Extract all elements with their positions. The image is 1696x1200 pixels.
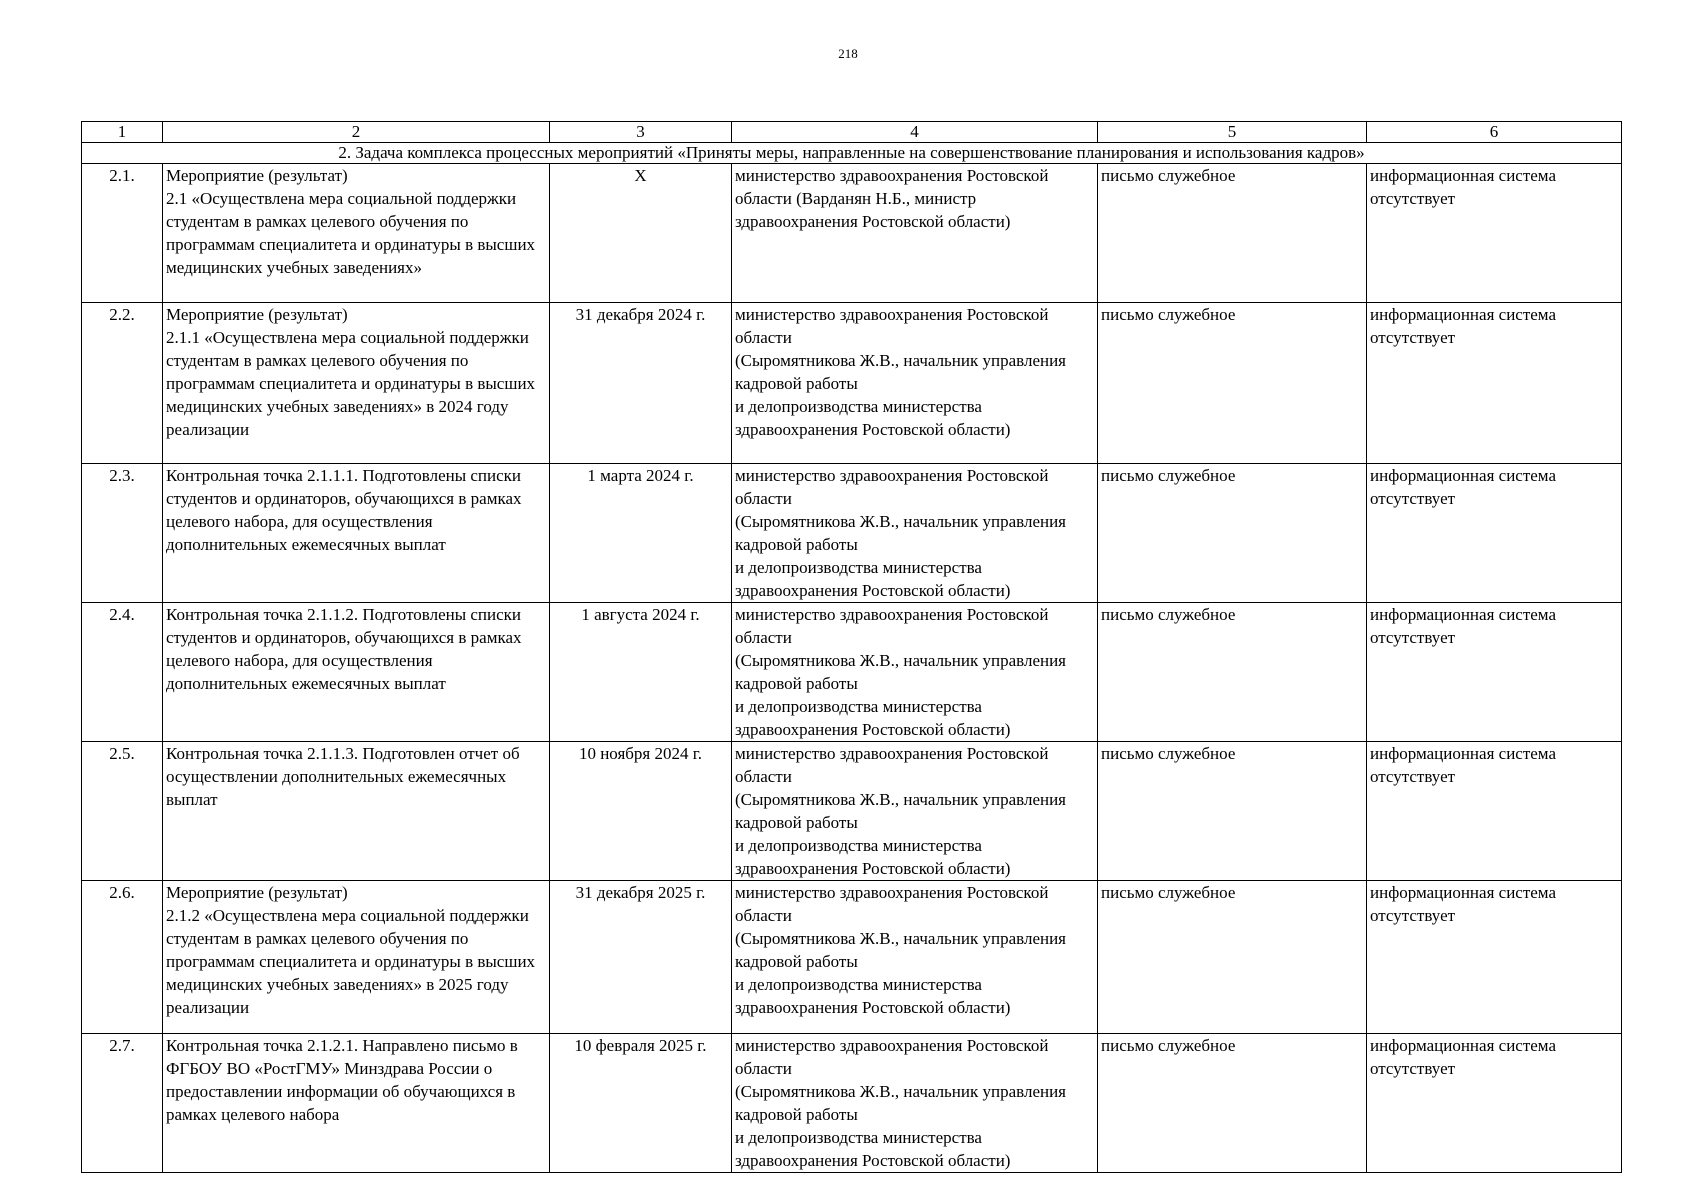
column-number: 4 <box>732 122 1098 143</box>
page-number: 218 <box>838 46 858 61</box>
row-number: 2.6. <box>82 881 163 1034</box>
event-name: Мероприятие (результат) 2.1.2 «Осуществлена мера социальной поддержки студентам в рамках целевого обучения по программам специалитета и ординатуры в высших медицинских учебных заведениях» в 2025 году реализации <box>163 881 550 1034</box>
information-system: информационная система отсутствует <box>1367 603 1622 742</box>
table-row <box>82 464 1622 603</box>
responsible-executor: министерство здравоохранения Ростовской области (Сыромятникова Ж.В., начальник управления кадровой работы и делопроизводства министерства здравоохранения Ростовской области) <box>732 1034 1098 1173</box>
confirming-document: письмо служебное <box>1098 464 1367 603</box>
deadline-date: 31 декабря 2025 г. <box>550 881 732 1034</box>
deadline-date: 31 декабря 2024 г. <box>550 303 732 464</box>
deadline-date: 10 ноября 2024 г. <box>550 742 732 881</box>
column-number: 2 <box>163 122 550 143</box>
deadline-date: Х <box>550 164 732 303</box>
event-name: Мероприятие (результат) 2.1.1 «Осуществлена мера социальной поддержки студентам в рамках целевого обучения по программам специалитета и ординатуры в высших медицинских учебных заведениях» в 2024 году реализации <box>163 303 550 464</box>
event-name: Контрольная точка 2.1.1.1. Подготовлены списки студентов и ординаторов, обучающихся в рамках целевого набора, для осуществления дополнительных ежемесячных выплат <box>163 464 550 603</box>
event-name: Контрольная точка 2.1.1.2. Подготовлены списки студентов и ординаторов, обучающихся в рамках целевого набора, для осуществления дополнительных ежемесячных выплат <box>163 603 550 742</box>
deadline-date: 1 августа 2024 г. <box>550 603 732 742</box>
table-row <box>82 603 1622 742</box>
information-system: информационная система отсутствует <box>1367 1034 1622 1173</box>
table-row <box>82 303 1622 464</box>
confirming-document: письмо служебное <box>1098 603 1367 742</box>
event-name: Контрольная точка 2.1.1.3. Подготовлен отчет об осуществлении дополнительных ежемесячных выплат <box>163 742 550 881</box>
column-number: 3 <box>550 122 732 143</box>
information-system: информационная система отсутствует <box>1367 742 1622 881</box>
information-system: информационная система отсутствует <box>1367 303 1622 464</box>
row-number: 2.2. <box>82 303 163 464</box>
row-number: 2.4. <box>82 603 163 742</box>
responsible-executor: министерство здравоохранения Ростовской области (Варданян Н.Б., министр здравоохранения Ростовской области) <box>732 164 1098 303</box>
table-row <box>82 881 1622 1034</box>
confirming-document: письмо служебное <box>1098 742 1367 881</box>
responsible-executor: министерство здравоохранения Ростовской области (Сыромятникова Ж.В., начальник управления кадровой работы и делопроизводства министерства здравоохранения Ростовской области) <box>732 881 1098 1034</box>
table-row <box>82 1034 1622 1173</box>
table-row <box>82 742 1622 881</box>
event-name: Контрольная точка 2.1.2.1. Направлено письмо в ФГБОУ ВО «РостГМУ» Минздрава России о предоставлении информации об обучающихся в рамках целевого набора <box>163 1034 550 1173</box>
column-number-row <box>82 122 1622 143</box>
responsible-executor: министерство здравоохранения Ростовской области (Сыромятникова Ж.В., начальник управления кадровой работы и делопроизводства министерства здравоохранения Ростовской области) <box>732 303 1098 464</box>
confirming-document: письмо служебное <box>1098 1034 1367 1173</box>
information-system: информационная система отсутствует <box>1367 164 1622 303</box>
confirming-document: письмо служебное <box>1098 164 1367 303</box>
responsible-executor: министерство здравоохранения Ростовской области (Сыромятникова Ж.В., начальник управления кадровой работы и делопроизводства министерства здравоохранения Ростовской области) <box>732 464 1098 603</box>
deadline-date: 1 марта 2024 г. <box>550 464 732 603</box>
event-name: Мероприятие (результат) 2.1 «Осуществлена мера социальной поддержки студентам в рамках целевого обучения по программам специалитета и ординатуры в высших медицинских учебных заведениях» <box>163 164 550 303</box>
responsible-executor: министерство здравоохранения Ростовской области (Сыромятникова Ж.В., начальник управления кадровой работы и делопроизводства министерства здравоохранения Ростовской области) <box>732 603 1098 742</box>
plan-table <box>81 121 1622 1173</box>
row-number: 2.3. <box>82 464 163 603</box>
confirming-document: письмо служебное <box>1098 303 1367 464</box>
column-number: 6 <box>1367 122 1622 143</box>
row-number: 2.7. <box>82 1034 163 1173</box>
table-row <box>82 164 1622 303</box>
row-number: 2.1. <box>82 164 163 303</box>
column-number: 5 <box>1098 122 1367 143</box>
information-system: информационная система отсутствует <box>1367 881 1622 1034</box>
deadline-date: 10 февраля 2025 г. <box>550 1034 732 1173</box>
column-number: 1 <box>82 122 163 143</box>
row-number: 2.5. <box>82 742 163 881</box>
information-system: информационная система отсутствует <box>1367 464 1622 603</box>
responsible-executor: министерство здравоохранения Ростовской области (Сыромятникова Ж.В., начальник управления кадровой работы и делопроизводства министерства здравоохранения Ростовской области) <box>732 742 1098 881</box>
task-heading: 2. Задача комплекса процессных мероприятий «Приняты меры, направленные на совершенствование планирования и использования кадров» <box>82 143 1622 164</box>
confirming-document: письмо служебное <box>1098 881 1367 1034</box>
task-heading-row <box>82 143 1622 164</box>
